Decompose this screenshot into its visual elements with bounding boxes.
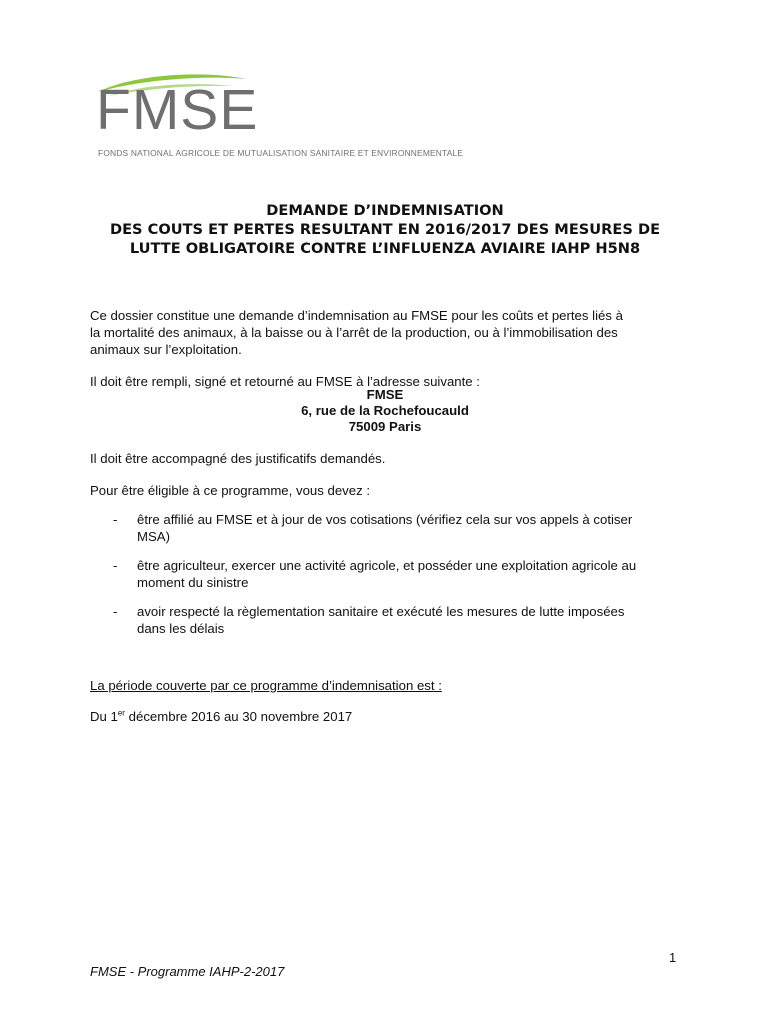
- address-street: 6, rue de la Rochefoucauld: [301, 403, 469, 418]
- page-footer: FMSE - Programme IAHP-2-2017: [90, 964, 285, 979]
- period-dates: [90, 708, 690, 725]
- bullet-marker: -: [113, 512, 118, 527]
- title-line-3: LUTTE OBLIGATOIRE CONTRE L’INFLUENZA AVIAIRE IAHP H5N8: [129, 240, 641, 257]
- list-item-line: MSA): [137, 529, 170, 544]
- logo-subtitle: FONDS NATIONAL AGRICOLE DE MUTUALISATION SANITAIRE ET ENVIRONNEMENTALE: [98, 148, 464, 158]
- address-name: FMSE: [366, 387, 404, 402]
- list-item: [137, 603, 692, 637]
- list-item: [137, 557, 692, 591]
- list-item-line: être agriculteur, exercer une activité agricole, et posséder une exploitation agricole au: [137, 558, 637, 573]
- period-prefix: Du 1: [90, 709, 118, 724]
- title-line-1: DEMANDE D’INDEMNISATION: [266, 202, 504, 219]
- list-item-line: moment du sinistre: [137, 575, 249, 590]
- period-superscript: er: [117, 708, 125, 718]
- document-title: [80, 201, 690, 258]
- bullet-marker: -: [113, 604, 118, 619]
- intro-line-2: la mortalité des animaux, à la baisse ou à l’arrêt de la production, ou à l’immobilisation des: [90, 325, 618, 340]
- page-number: 1: [669, 950, 677, 965]
- list-item: [137, 511, 692, 545]
- intro-paragraph: [90, 307, 690, 358]
- intro-line-1: Ce dossier constitue une demande d’indemnisation au FMSE pour les coûts et pertes liés à: [90, 308, 623, 323]
- proofs-text: Il doit être accompagné des justificatifs demandés.: [90, 451, 386, 466]
- list-item-line: dans les délais: [137, 621, 225, 636]
- intro-line-3: animaux sur l’exploitation.: [90, 342, 242, 357]
- period-heading: La période couverte par ce programme d’indemnisation est :: [90, 678, 442, 693]
- bullet-marker: -: [113, 558, 118, 573]
- return-instructions: Il doit être rempli, signé et retourné au FMSE à l’adresse suivante :: [90, 374, 480, 389]
- address-city: 75009 Paris: [348, 419, 422, 434]
- list-item-line: être affilié au FMSE et à jour de vos cotisations (vérifiez cela sur vos appels à cotiser: [137, 512, 633, 527]
- eligibility-intro: Pour être éligible à ce programme, vous devez :: [90, 483, 371, 498]
- fmse-logo: [94, 70, 494, 165]
- title-line-2: DES COUTS ET PERTES RESULTANT EN 2016/2017 DES MESURES DE: [109, 221, 661, 238]
- list-item-line: avoir respecté la règlementation sanitaire et exécuté les mesures de lutte imposées: [137, 604, 625, 619]
- logo-wordmark: FMSE: [96, 78, 259, 142]
- period-suffix: décembre 2016 au 30 novembre 2017: [124, 709, 353, 724]
